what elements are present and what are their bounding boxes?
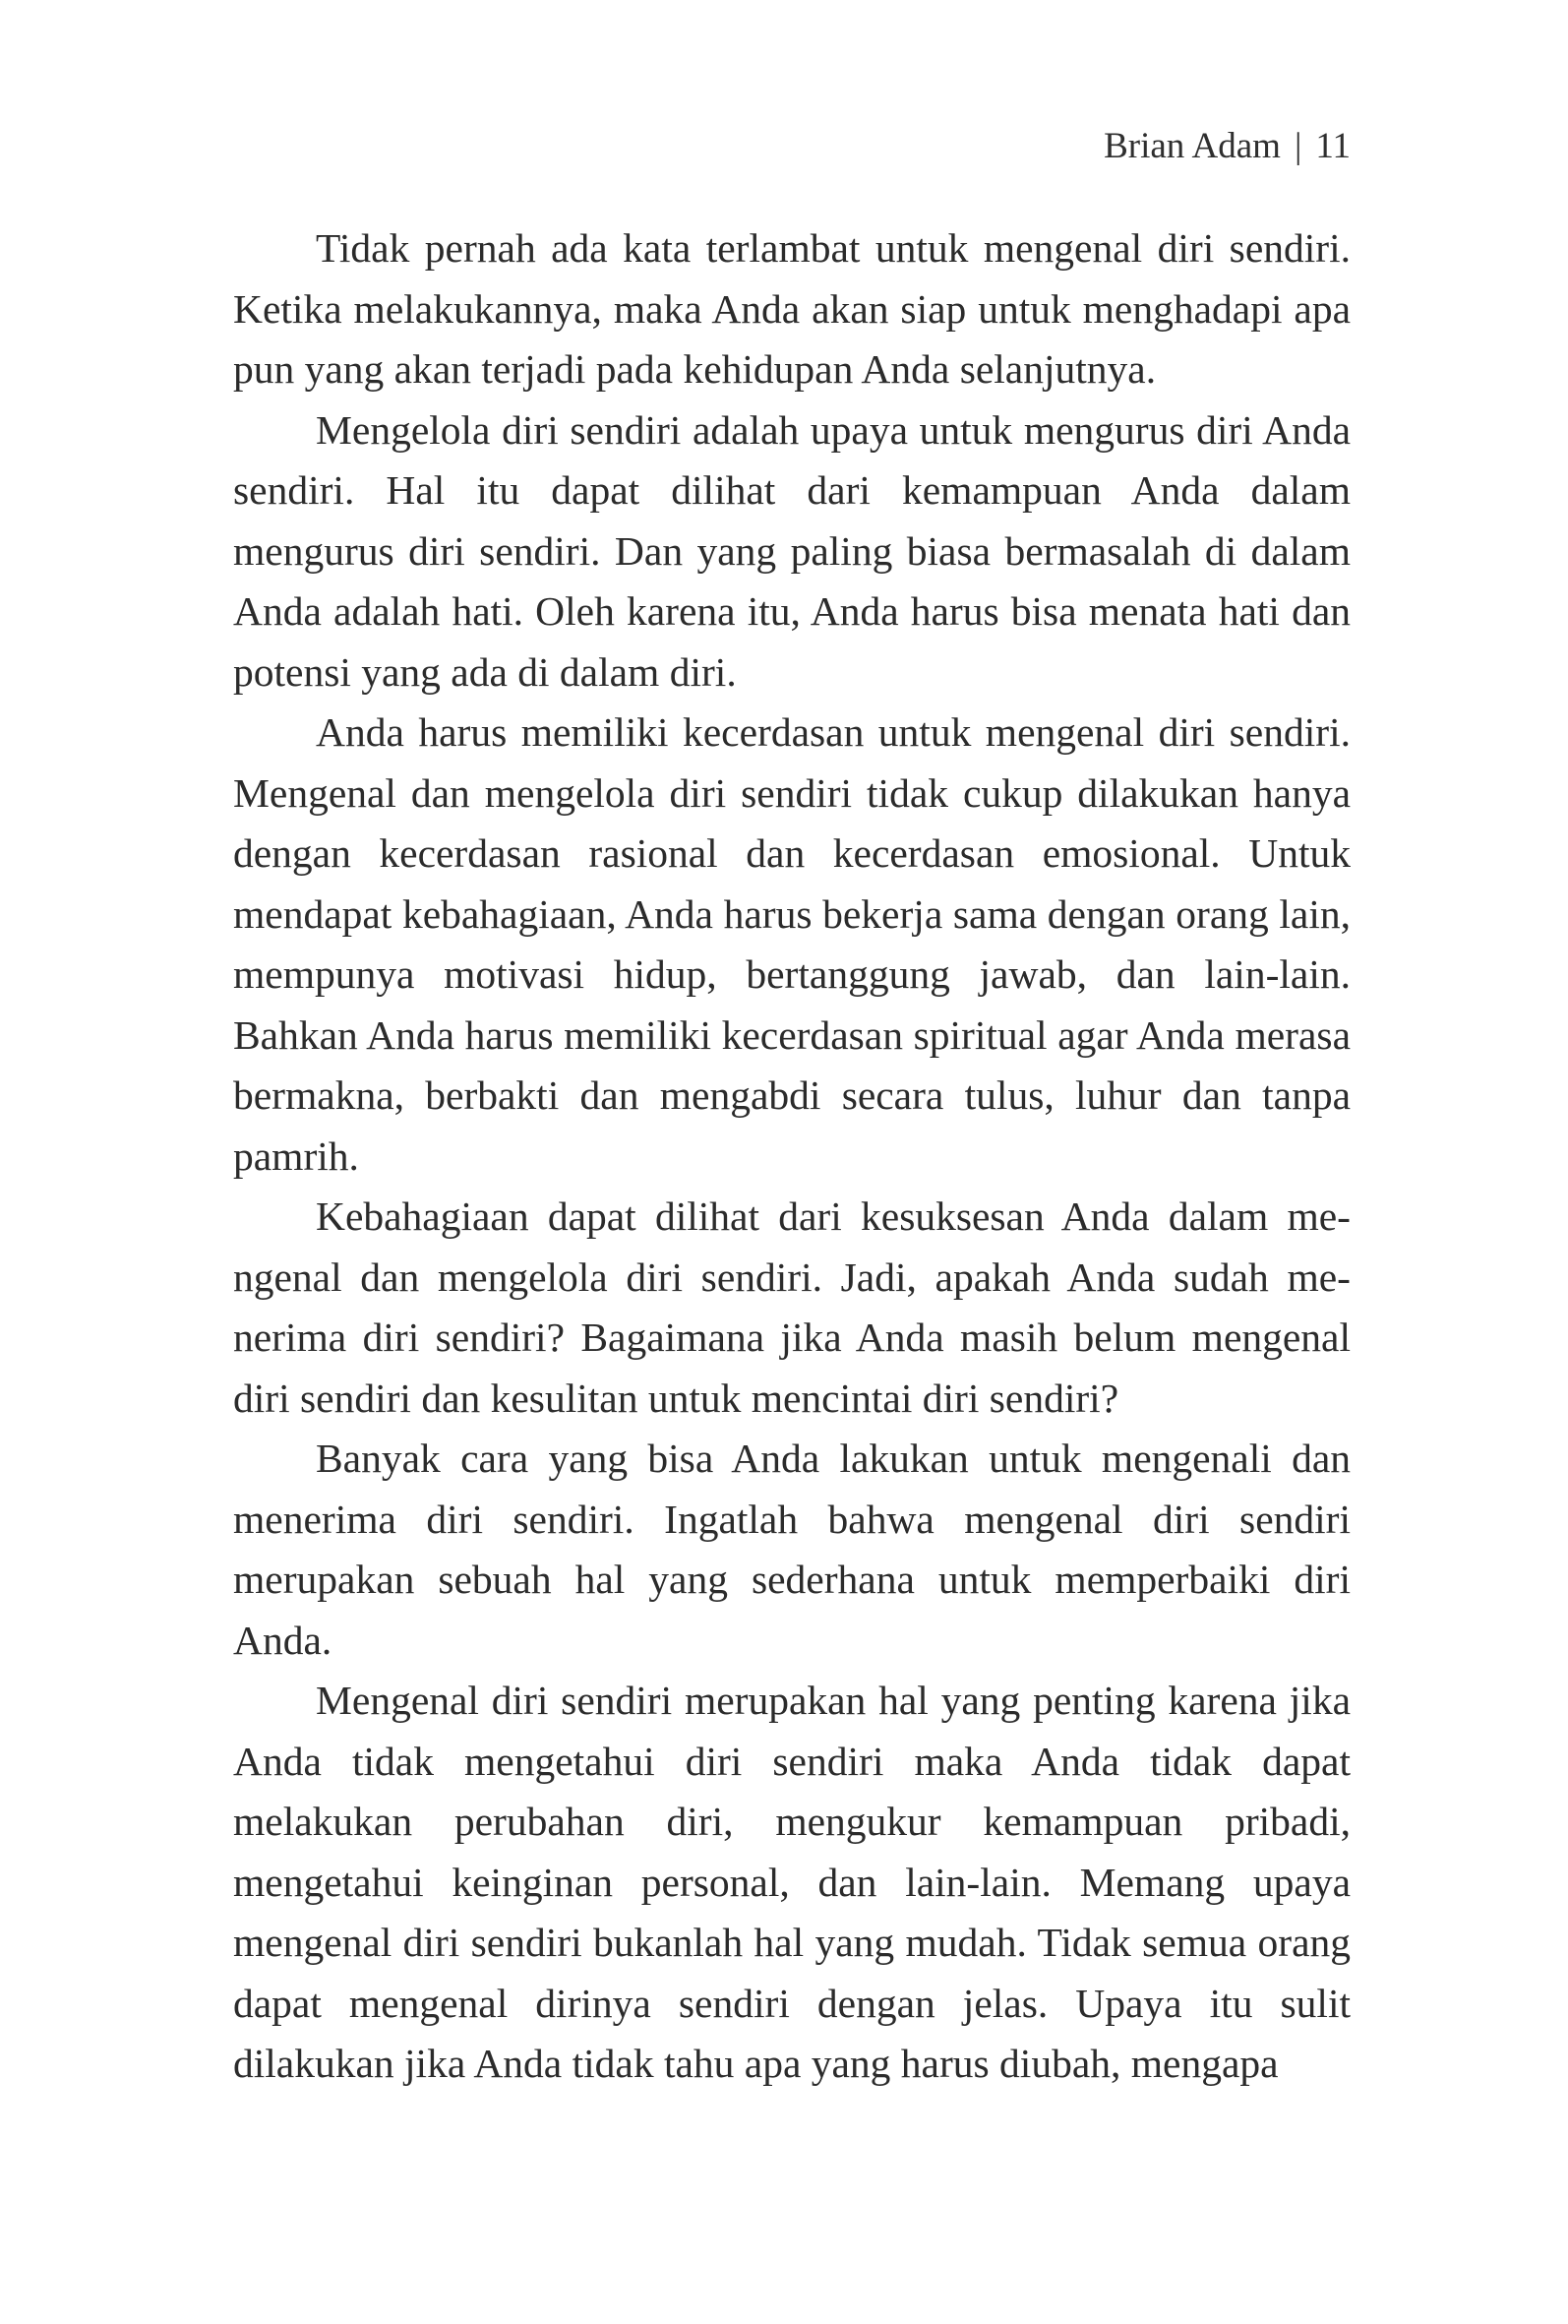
running-header [1104, 124, 1351, 169]
author-name: Brian Adam [1104, 126, 1281, 166]
page-number: 11 [1315, 126, 1351, 166]
header-separator: | [1294, 126, 1302, 166]
body-text [233, 218, 1351, 2095]
paragraph-2: Mengelola diri sendiri adalah upaya untuk mengurus diri Anda sendiri. Hal itu dapat dilihat dari kemampuan Anda dalam mengurus diri sendiri. Dan yang paling biasa bermasalah di dalam Anda adalah hati. Oleh karena itu, Anda harus bisa menata hati dan potensi yang ada di dalam diri. [233, 406, 1351, 695]
paragraph-5: Banyak cara yang bisa Anda lakukan untuk mengenali dan menerima diri sendiri. Ingatlah bahwa mengenal diri sendiri merupakan sebuah hal yang sederhana untuk memperbaiki diri Anda. [233, 1436, 1351, 1663]
paragraph-3: Anda harus memiliki kecerdasan untuk mengenal diri sendiri. Mengenal dan mengelola diri sendiri tidak cukup dilakukan hanya dengan kecerdasan rasional dan kecerdasan emosional. Untuk mendapat kebahagiaan, Anda harus bekerja sama dengan orang lain, mempunya motivasi hidup, bertanggung jawab, dan lain-lain. Bahkan Anda harus memiliki kecerdasan spiritual agar Anda merasa bermakna, berbakti dan mengabdi secara tulus, luhur dan tanpa pamrih. [233, 709, 1351, 1179]
paragraph-1: Tidak pernah ada kata terlambat untuk mengenal diri sendiri. Ketika melakukannya, maka Anda akan siap untuk menghadapi apa pun yang akan terjadi pada kehidupan Anda selanjutnya. [233, 225, 1351, 392]
paragraph-6: Mengenal diri sendiri merupakan hal yang penting karena jika Anda tidak mengetahui diri sendiri maka Anda tidak dapat melakukan perubahan diri, mengukur kemampuan pribadi, mengetahui keinginan personal, dan lain-lain. Memang upaya mengenal diri sendiri bukanlah hal yang mudah. Tidak semua orang dapat mengenal dirinya sendiri dengan jelas. Upaya itu sulit dilakukan jika Anda tidak tahu apa yang harus diubah, mengapa [233, 1678, 1351, 2086]
paragraph-4: Kebahagiaan dapat dilihat dari kesuksesan Anda dalam mengenal dan mengelola diri sendiri. Jadi, apakah Anda sudah menerima diri sendiri? Bagaimana jika Anda masih belum mengenal diri sendiri dan kesulitan untuk mencintai diri sendiri? [233, 1193, 1351, 1421]
